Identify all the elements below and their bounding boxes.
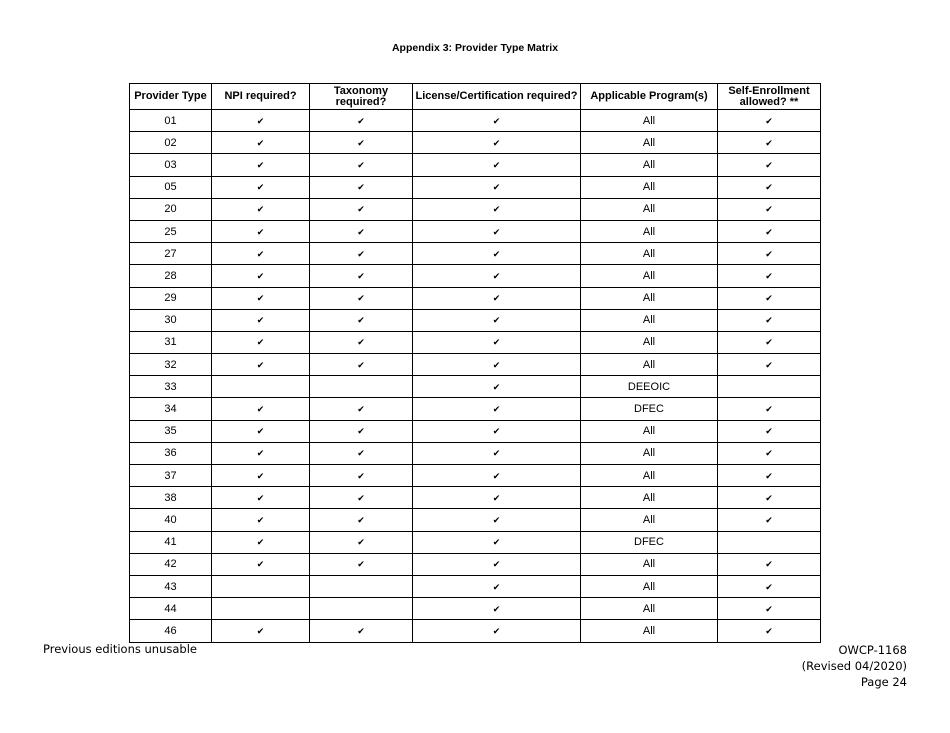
- provider-type-cell: 28: [130, 265, 212, 287]
- checkmark-icon: ✔: [357, 359, 365, 370]
- provider-type-cell: 05: [130, 176, 212, 198]
- table-row: [130, 465, 821, 487]
- table-row: [130, 509, 821, 531]
- checkmark-icon: ✔: [765, 359, 773, 370]
- checkmark-icon: ✔: [492, 248, 501, 259]
- provider-type-cell: 46: [130, 620, 212, 642]
- checkmark-icon: ✔: [765, 248, 773, 259]
- checkmark-icon: ✔: [357, 204, 365, 215]
- npi-required-cell: [212, 287, 310, 309]
- taxonomy-required-cell: [310, 331, 413, 353]
- checkmark-icon: ✔: [492, 115, 501, 126]
- npi-required-cell: [212, 487, 310, 509]
- taxonomy-required-cell: [310, 154, 413, 176]
- table-row: [130, 265, 821, 287]
- checkmark-icon: ✔: [765, 115, 773, 126]
- self-enrollment-cell: [718, 509, 821, 531]
- table-row: [130, 598, 821, 620]
- self-enrollment-cell: [718, 287, 821, 309]
- checkmark-icon: ✔: [765, 470, 773, 481]
- provider-type-cell: 27: [130, 243, 212, 265]
- provider-type-cell: 31: [130, 331, 212, 353]
- self-enrollment-cell: [718, 376, 821, 398]
- provider-type-cell: 38: [130, 487, 212, 509]
- applicable-program-cell: All: [581, 553, 718, 575]
- license-required-cell: [413, 154, 581, 176]
- checkmark-icon: ✔: [492, 337, 501, 348]
- page-number: Page 24: [860, 675, 907, 689]
- taxonomy-required-cell: [310, 442, 413, 464]
- footer-form-info: [802, 642, 907, 690]
- footer-editions-note: Previous editions unusable: [43, 642, 197, 656]
- npi-required-cell: [212, 132, 310, 154]
- self-enrollment-cell: [718, 620, 821, 642]
- taxonomy-required-cell: [310, 553, 413, 575]
- taxonomy-required-cell: [310, 465, 413, 487]
- checkmark-icon: ✔: [492, 270, 501, 281]
- npi-required-cell: [212, 376, 310, 398]
- checkmark-icon: ✔: [357, 426, 365, 437]
- checkmark-icon: ✔: [256, 492, 265, 503]
- self-enrollment-cell: [718, 331, 821, 353]
- self-enrollment-cell: [718, 265, 821, 287]
- checkmark-icon: ✔: [357, 492, 365, 503]
- checkmark-icon: ✔: [357, 248, 365, 259]
- self-enrollment-cell: [718, 198, 821, 220]
- license-required-cell: [413, 442, 581, 464]
- provider-type-cell: 32: [130, 354, 212, 376]
- provider-type-cell: 42: [130, 553, 212, 575]
- npi-required-cell: [212, 509, 310, 531]
- form-revision: (Revised 04/2020): [801, 659, 907, 673]
- checkmark-icon: ✔: [256, 115, 265, 126]
- checkmark-icon: ✔: [256, 270, 265, 281]
- table-row: [130, 309, 821, 331]
- self-enrollment-cell: [718, 531, 821, 553]
- checkmark-icon: ✔: [357, 293, 365, 304]
- checkmark-icon: ✔: [256, 137, 265, 148]
- license-required-cell: [413, 243, 581, 265]
- form-number: OWCP-1168: [838, 643, 907, 657]
- checkmark-icon: ✔: [492, 559, 501, 570]
- table-body: [130, 110, 821, 643]
- npi-required-cell: [212, 154, 310, 176]
- checkmark-icon: ✔: [256, 226, 265, 237]
- checkmark-icon: ✔: [357, 559, 365, 570]
- applicable-program-cell: All: [581, 509, 718, 531]
- checkmark-icon: ✔: [765, 404, 773, 415]
- npi-required-cell: [212, 198, 310, 220]
- checkmark-icon: ✔: [765, 448, 773, 459]
- checkmark-icon: ✔: [357, 315, 365, 326]
- taxonomy-required-cell: [310, 620, 413, 642]
- checkmark-icon: ✔: [765, 226, 773, 237]
- checkmark-icon: ✔: [492, 293, 501, 304]
- page-title: Appendix 3: Provider Type Matrix: [391, 42, 559, 54]
- applicable-program-cell: DFEC: [581, 531, 718, 553]
- applicable-program-cell: All: [581, 442, 718, 464]
- self-enrollment-cell: [718, 442, 821, 464]
- checkmark-icon: ✔: [492, 603, 501, 614]
- self-enrollment-cell: [718, 132, 821, 154]
- taxonomy-required-cell: [310, 598, 413, 620]
- license-required-cell: [413, 198, 581, 220]
- provider-type-cell: 29: [130, 287, 212, 309]
- checkmark-icon: ✔: [357, 337, 365, 348]
- checkmark-icon: ✔: [492, 159, 501, 170]
- provider-type-cell: 30: [130, 309, 212, 331]
- checkmark-icon: ✔: [256, 182, 265, 193]
- self-enrollment-cell: [718, 243, 821, 265]
- npi-required-cell: [212, 620, 310, 642]
- license-required-cell: [413, 265, 581, 287]
- header-npi-required: NPI required?: [212, 84, 310, 110]
- checkmark-icon: ✔: [357, 404, 365, 415]
- self-enrollment-cell: [718, 575, 821, 597]
- header-provider-type: Provider Type: [130, 84, 212, 110]
- table-row: [130, 220, 821, 242]
- provider-type-cell: 36: [130, 442, 212, 464]
- taxonomy-required-cell: [310, 132, 413, 154]
- table-row: [130, 420, 821, 442]
- applicable-program-cell: DEEOIC: [581, 376, 718, 398]
- license-required-cell: [413, 487, 581, 509]
- checkmark-icon: ✔: [256, 537, 265, 548]
- table-row: [130, 287, 821, 309]
- checkmark-icon: ✔: [492, 359, 501, 370]
- checkmark-icon: ✔: [357, 470, 365, 481]
- license-required-cell: [413, 531, 581, 553]
- checkmark-icon: ✔: [357, 270, 365, 281]
- self-enrollment-cell: [718, 398, 821, 420]
- npi-required-cell: [212, 553, 310, 575]
- provider-type-cell: 35: [130, 420, 212, 442]
- applicable-program-cell: All: [581, 287, 718, 309]
- provider-type-cell: 40: [130, 509, 212, 531]
- npi-required-cell: [212, 465, 310, 487]
- checkmark-icon: ✔: [256, 315, 265, 326]
- taxonomy-required-cell: [310, 265, 413, 287]
- provider-type-matrix-table: [129, 83, 821, 643]
- license-required-cell: [413, 176, 581, 198]
- checkmark-icon: ✔: [492, 404, 501, 415]
- applicable-program-cell: All: [581, 176, 718, 198]
- npi-required-cell: [212, 110, 310, 132]
- checkmark-icon: ✔: [256, 248, 265, 259]
- provider-type-cell: 20: [130, 198, 212, 220]
- checkmark-icon: ✔: [256, 470, 265, 481]
- license-required-cell: [413, 420, 581, 442]
- applicable-program-cell: All: [581, 220, 718, 242]
- checkmark-icon: ✔: [357, 448, 365, 459]
- self-enrollment-cell: [718, 220, 821, 242]
- applicable-program-cell: All: [581, 132, 718, 154]
- provider-type-cell: 33: [130, 376, 212, 398]
- license-required-cell: [413, 287, 581, 309]
- npi-required-cell: [212, 354, 310, 376]
- license-required-cell: [413, 354, 581, 376]
- checkmark-icon: ✔: [256, 159, 265, 170]
- applicable-program-cell: All: [581, 265, 718, 287]
- taxonomy-required-cell: [310, 287, 413, 309]
- checkmark-icon: ✔: [357, 625, 365, 636]
- checkmark-icon: ✔: [357, 514, 365, 525]
- checkmark-icon: ✔: [765, 492, 773, 503]
- table-row: [130, 620, 821, 642]
- checkmark-icon: ✔: [765, 293, 773, 304]
- self-enrollment-cell: [718, 110, 821, 132]
- npi-required-cell: [212, 176, 310, 198]
- license-required-cell: [413, 132, 581, 154]
- table-row: [130, 376, 821, 398]
- taxonomy-required-cell: [310, 487, 413, 509]
- provider-type-cell: 37: [130, 465, 212, 487]
- checkmark-icon: ✔: [765, 559, 773, 570]
- table-header-row: [130, 84, 821, 110]
- applicable-program-cell: All: [581, 309, 718, 331]
- applicable-program-cell: All: [581, 620, 718, 642]
- license-required-cell: [413, 553, 581, 575]
- applicable-program-cell: All: [581, 198, 718, 220]
- applicable-program-cell: All: [581, 354, 718, 376]
- license-required-cell: [413, 465, 581, 487]
- self-enrollment-cell: [718, 420, 821, 442]
- checkmark-icon: ✔: [765, 625, 773, 636]
- checkmark-icon: ✔: [492, 470, 501, 481]
- table-row: [130, 553, 821, 575]
- license-required-cell: [413, 110, 581, 132]
- checkmark-icon: ✔: [765, 581, 773, 592]
- table-row: [130, 531, 821, 553]
- applicable-program-cell: All: [581, 598, 718, 620]
- table-row: [130, 110, 821, 132]
- checkmark-icon: ✔: [765, 514, 773, 525]
- license-required-cell: [413, 575, 581, 597]
- checkmark-icon: ✔: [492, 137, 501, 148]
- table-row: [130, 331, 821, 353]
- taxonomy-required-cell: [310, 243, 413, 265]
- self-enrollment-cell: [718, 487, 821, 509]
- checkmark-icon: ✔: [492, 537, 501, 548]
- license-required-cell: [413, 331, 581, 353]
- checkmark-icon: ✔: [256, 625, 265, 636]
- checkmark-icon: ✔: [492, 492, 501, 503]
- checkmark-icon: ✔: [357, 182, 365, 193]
- header-taxonomy-required: Taxonomy required?: [310, 84, 413, 110]
- provider-type-cell: 43: [130, 575, 212, 597]
- npi-required-cell: [212, 531, 310, 553]
- npi-required-cell: [212, 309, 310, 331]
- checkmark-icon: ✔: [765, 137, 773, 148]
- taxonomy-required-cell: [310, 398, 413, 420]
- checkmark-icon: ✔: [492, 204, 501, 215]
- checkmark-icon: ✔: [492, 381, 501, 392]
- checkmark-icon: ✔: [357, 159, 365, 170]
- npi-required-cell: [212, 243, 310, 265]
- npi-required-cell: [212, 598, 310, 620]
- license-required-cell: [413, 598, 581, 620]
- taxonomy-required-cell: [310, 309, 413, 331]
- applicable-program-cell: All: [581, 487, 718, 509]
- checkmark-icon: ✔: [492, 581, 501, 592]
- taxonomy-required-cell: [310, 354, 413, 376]
- checkmark-icon: ✔: [357, 226, 365, 237]
- self-enrollment-cell: [718, 309, 821, 331]
- checkmark-icon: ✔: [765, 182, 773, 193]
- checkmark-icon: ✔: [256, 404, 265, 415]
- header-license-required: License/Certification required?: [413, 84, 581, 110]
- applicable-program-cell: All: [581, 331, 718, 353]
- npi-required-cell: [212, 331, 310, 353]
- checkmark-icon: ✔: [492, 226, 501, 237]
- npi-required-cell: [212, 220, 310, 242]
- taxonomy-required-cell: [310, 575, 413, 597]
- self-enrollment-cell: [718, 154, 821, 176]
- table-row: [130, 154, 821, 176]
- table-row: [130, 354, 821, 376]
- provider-type-cell: 01: [130, 110, 212, 132]
- checkmark-icon: ✔: [256, 293, 265, 304]
- taxonomy-required-cell: [310, 220, 413, 242]
- npi-required-cell: [212, 398, 310, 420]
- header-applicable-programs: Applicable Program(s): [581, 84, 718, 110]
- checkmark-icon: ✔: [765, 426, 773, 437]
- license-required-cell: [413, 509, 581, 531]
- checkmark-icon: ✔: [765, 159, 773, 170]
- license-required-cell: [413, 376, 581, 398]
- applicable-program-cell: All: [581, 110, 718, 132]
- table-row: [130, 487, 821, 509]
- provider-type-cell: 41: [130, 531, 212, 553]
- checkmark-icon: ✔: [492, 448, 501, 459]
- applicable-program-cell: All: [581, 465, 718, 487]
- taxonomy-required-cell: [310, 531, 413, 553]
- taxonomy-required-cell: [310, 509, 413, 531]
- npi-required-cell: [212, 575, 310, 597]
- checkmark-icon: ✔: [765, 603, 773, 614]
- applicable-program-cell: All: [581, 154, 718, 176]
- npi-required-cell: [212, 420, 310, 442]
- applicable-program-cell: All: [581, 575, 718, 597]
- table-row: [130, 398, 821, 420]
- self-enrollment-cell: [718, 553, 821, 575]
- header-self-enrollment: Self-Enrollment allowed? **: [718, 84, 821, 110]
- self-enrollment-cell: [718, 598, 821, 620]
- checkmark-icon: ✔: [256, 359, 265, 370]
- taxonomy-required-cell: [310, 376, 413, 398]
- checkmark-icon: ✔: [765, 204, 773, 215]
- checkmark-icon: ✔: [357, 115, 365, 126]
- checkmark-icon: ✔: [256, 426, 265, 437]
- checkmark-icon: ✔: [492, 514, 501, 525]
- provider-type-cell: 02: [130, 132, 212, 154]
- checkmark-icon: ✔: [357, 137, 365, 148]
- checkmark-icon: ✔: [492, 625, 501, 636]
- checkmark-icon: ✔: [357, 537, 365, 548]
- table-row: [130, 442, 821, 464]
- checkmark-icon: ✔: [765, 337, 773, 348]
- table-row: [130, 575, 821, 597]
- checkmark-icon: ✔: [492, 315, 501, 326]
- npi-required-cell: [212, 265, 310, 287]
- license-required-cell: [413, 309, 581, 331]
- checkmark-icon: ✔: [256, 448, 265, 459]
- license-required-cell: [413, 398, 581, 420]
- provider-type-cell: 25: [130, 220, 212, 242]
- license-required-cell: [413, 620, 581, 642]
- license-required-cell: [413, 220, 581, 242]
- table-row: [130, 243, 821, 265]
- table-row: [130, 132, 821, 154]
- provider-type-cell: 34: [130, 398, 212, 420]
- checkmark-icon: ✔: [256, 559, 265, 570]
- applicable-program-cell: DFEC: [581, 398, 718, 420]
- self-enrollment-cell: [718, 176, 821, 198]
- taxonomy-required-cell: [310, 420, 413, 442]
- applicable-program-cell: All: [581, 243, 718, 265]
- self-enrollment-cell: [718, 465, 821, 487]
- provider-type-cell: 44: [130, 598, 212, 620]
- checkmark-icon: ✔: [256, 204, 265, 215]
- taxonomy-required-cell: [310, 198, 413, 220]
- npi-required-cell: [212, 442, 310, 464]
- provider-type-cell: 03: [130, 154, 212, 176]
- checkmark-icon: ✔: [256, 514, 265, 525]
- checkmark-icon: ✔: [765, 270, 773, 281]
- checkmark-icon: ✔: [492, 182, 501, 193]
- table-row: [130, 176, 821, 198]
- taxonomy-required-cell: [310, 176, 413, 198]
- table-row: [130, 198, 821, 220]
- checkmark-icon: ✔: [765, 315, 773, 326]
- self-enrollment-cell: [718, 354, 821, 376]
- taxonomy-required-cell: [310, 110, 413, 132]
- checkmark-icon: ✔: [256, 337, 265, 348]
- applicable-program-cell: All: [581, 420, 718, 442]
- checkmark-icon: ✔: [492, 426, 501, 437]
